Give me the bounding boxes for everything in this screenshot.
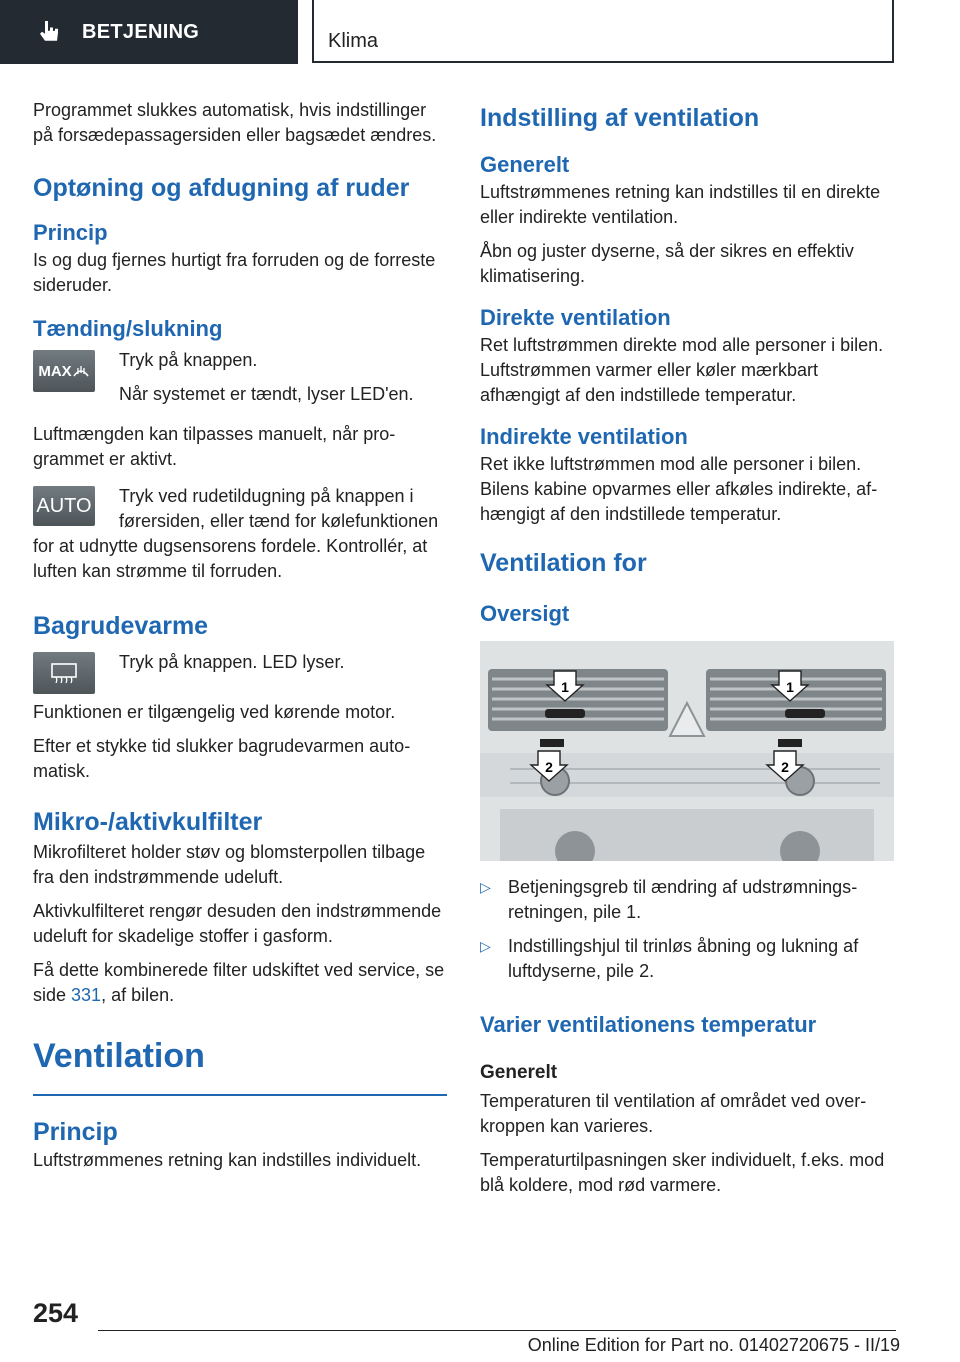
windshield-defrost-icon: [72, 362, 90, 380]
max-defrost-row: [33, 348, 451, 416]
rear-text: Tryk på knappen. LED lyser.: [119, 652, 345, 672]
section-title: BETJENING: [82, 20, 200, 43]
max-text-2: Når systemet er tændt, lyser LED'en.: [119, 384, 414, 404]
bullet-triangle-icon: ▷: [480, 938, 491, 954]
direct-heading: Direkte ventilation: [480, 305, 671, 330]
overview-heading: Oversigt: [480, 601, 570, 626]
vary-paragraph-2: Temperaturtilpasningen sker individuelt, f.eks. mod blå koldere, mod rød varmere.: [480, 1150, 885, 1195]
airflow-text: Luftmængden kan tilpasses manuelt, når programmet er aktivt.: [33, 424, 396, 469]
filter-paragraph-1: Mikrofilteret holder støv og blomsterpollen tilbage fra den indstrømmende udeluft.: [33, 842, 426, 887]
right-column: [480, 98, 898, 1207]
arrow-label-2-left: 2: [545, 759, 553, 775]
intro-paragraph: Programmet slukkes automatisk, hvis indstillinger på forsædepassagersiden eller bagsædet ændres.: [33, 100, 437, 145]
max-defrost-button-icon: [33, 350, 95, 392]
general-paragraph-1: Luftstrømmenes retning kan indstilles til en direkte eller indirekte ventilation.: [480, 182, 881, 227]
arrow-label-1-right: 1: [786, 679, 794, 695]
auto-row: [33, 484, 451, 584]
list-item: ▷ Indstillingshjul til trinløs åbning og lukning af luftdyserne, pile 2.: [480, 936, 859, 981]
vary-heading: Varier ventilationens temperatur: [480, 1012, 817, 1037]
general-paragraph-2: Åbn og juster dyserne, så der sikres en effektiv klimatisering.: [480, 241, 854, 286]
rear-window-heater-icon: [49, 661, 79, 685]
chapter-divider: [33, 1094, 447, 1096]
page-number: 254: [33, 1298, 79, 1328]
vary-paragraph-1: Temperaturen til ventilation af området ved overkroppen kan varieres.: [480, 1091, 867, 1136]
filter-paragraph-3: Få dette kombinerede filter udskiftet ved service, se side 331, af bilen.: [33, 960, 445, 1005]
bullet-triangle-icon: ▷: [480, 879, 491, 895]
max-text-1: Tryk på knappen.: [119, 350, 258, 370]
vent-controls-list: [480, 875, 898, 984]
edition-note: Online Edition for Part no. 01402720675 - II/19: [527, 1335, 900, 1355]
rear-paragraph-2: Efter et stykke tid slukker bagrudevarmen automatisk.: [33, 736, 411, 781]
rear-defrost-row: [33, 650, 451, 694]
auto-label: AUTO: [36, 494, 92, 517]
vent-principle-heading: Princip: [33, 1118, 118, 1146]
arrow-label-2-right: 2: [781, 759, 789, 775]
vent-for-heading: Ventilation for: [480, 549, 647, 577]
filter-heading: Mikro-/aktivkulfilter: [33, 808, 263, 836]
principle-heading: Princip: [33, 220, 108, 245]
hand-pointer-icon: [36, 19, 62, 45]
chapter-tab: [312, 0, 894, 63]
ventilation-chapter-title: Ventilation: [33, 1037, 205, 1075]
vent-principle-text: Luftstrømmenes retning kan indstilles individuelt.: [33, 1150, 422, 1170]
rear-paragraph-1: Funktionen er tilgængelig ved kørende motor.: [33, 702, 396, 722]
chapter-title: Klima: [328, 30, 379, 52]
left-column: [33, 98, 451, 1182]
indirect-text: Ret ikke luftstrømmen mod alle personer i bilen. Bilens kabine opvarmes eller afkøles indirekte, afhængigt af den indstillede temperatur.: [480, 454, 878, 524]
principle-text: Is og dug fjernes hurtigt fra forruden og de forreste sideruder.: [33, 250, 436, 295]
air-vents-photo: [480, 641, 894, 861]
vary-subheading: Generelt: [480, 1062, 558, 1083]
list-item: ▷ Betjeningsgreb til ændring af udstrømningsretningen, pile 1.: [480, 877, 858, 922]
setting-heading: Indstilling af ventilation: [480, 104, 760, 132]
max-label: MAX: [38, 362, 72, 380]
general-heading: Generelt: [480, 152, 570, 177]
direct-text: Ret luftstrømmen direkte mod alle personer i bilen. Luftstrømmen varmer eller køler mærkbart afhængigt af den indstillede temperatur.: [480, 335, 884, 405]
onoff-heading: Tænding/slukning: [33, 316, 223, 341]
auto-button-icon: [33, 486, 95, 526]
rear-window-heater-button-icon: [33, 652, 95, 694]
rear-defrost-heading: Bagrudevarme: [33, 612, 209, 640]
footer-divider: [98, 1330, 896, 1331]
indirect-heading: Indirekte ventilation: [480, 424, 688, 449]
arrow-label-1-left: 1: [561, 679, 569, 695]
defrost-heading: Optøning og afdugning af ruder: [33, 174, 410, 202]
filter-paragraph-2: Aktivkulfilteret rengør desuden den indstrømmende udeluft for skadelige stoffer i gasform.: [33, 901, 442, 946]
auto-text: Tryk ved rudetildugning på knappen i førersiden, eller tænd for kølefunktionen for at udnytte dugsensorens fordele. Kontrollér, at luften kan strømme til forruden.: [33, 486, 439, 581]
page-reference-link[interactable]: 331: [71, 985, 102, 1005]
section-tab: [0, 0, 298, 64]
